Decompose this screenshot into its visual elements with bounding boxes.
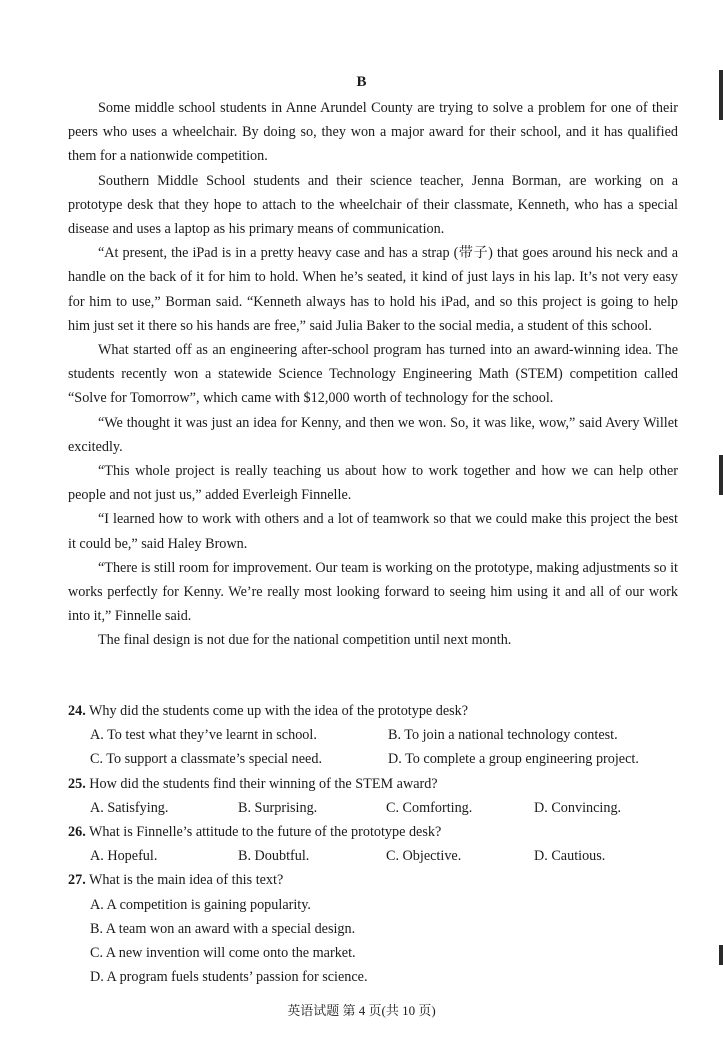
question-number: 24.	[68, 703, 86, 719]
passage-paragraph: “I learned how to work with others and a lot of teamwork so that we could make this project the best it could be,” said Haley Brown.	[68, 511, 678, 552]
answer-option: D. To complete a group engineering project.	[388, 751, 639, 768]
scan-edge-mark	[719, 945, 723, 965]
answer-option: A. Satisfying.	[90, 799, 169, 816]
answer-option: B. A team won an award with a special design.	[90, 920, 356, 937]
question-number: 26.	[68, 824, 86, 841]
passage-paragraph: The final design is not due for the national competition until next month.	[98, 632, 512, 649]
page-footer: 英语试题 第 4 页(共 10 页)	[287, 1003, 436, 1018]
section-label: B	[356, 74, 367, 90]
question-27	[68, 868, 688, 989]
question-number: 25.	[68, 775, 86, 792]
answer-option: A. To test what they’ve learnt in school.	[90, 727, 317, 744]
passage-paragraph: “At present, the iPad is in a pretty heavy case and has a strap (带子) that goes around his neck and a handle on the back of it for him to hold. When he’s seated, it kind of just lays in his lap. It’s not very easy for him to use,” Borman said. “Kenneth always has to hold his iPad, and so this project is going to help him just set it there so his hands are free,” said Julia Baker to the social media, a student of this school.	[68, 245, 678, 334]
question-text: Why did the students come up with the idea of the prototype desk?	[89, 703, 469, 719]
answer-option: B. Doubtful.	[238, 848, 310, 865]
passage-paragraph: “This whole project is really teaching us about how to work together and how we can help other people and not just us,” added Everleigh Finnelle.	[68, 463, 678, 504]
answer-option: C. A new invention will come onto the market.	[90, 945, 356, 962]
question-text: What is the main idea of this text?	[89, 872, 284, 889]
answer-option: C. To support a classmate’s special need.	[90, 751, 322, 768]
answer-option: A. A competition is gaining popularity.	[90, 896, 311, 913]
scan-edge-mark	[719, 70, 723, 120]
answer-option: D. A program fuels students’ passion for science.	[90, 969, 368, 986]
passage-paragraph: “We thought it was just an idea for Kenny, and then we won. So, it was like, wow,” said Avery Willet excitedly.	[68, 414, 678, 455]
passage-paragraph: Southern Middle School students and their science teacher, Jenna Borman, are working on a prototype desk that they hope to attach to the wheelchair of their classmate, Kenneth, who has a special disease and uses a laptop as his primary means of communication.	[68, 172, 678, 238]
answer-option: D. Convincing.	[534, 799, 622, 816]
passage-paragraph: Some middle school students in Anne Arundel County are trying to solve a problem for one of their peers who uses a wheelchair. By doing so, they won a major award for their school, and it has qualified them for a nationwide competition.	[68, 100, 678, 165]
reading-passage	[68, 96, 678, 653]
answer-option: A. Hopeful.	[90, 848, 158, 865]
question-25	[68, 772, 688, 820]
passage-paragraph: What started off as an engineering after-school program has turned into an award-winning idea. The students recently won a statewide Science Technology Engineering Math (STEM) competition called “Solve for Tomorrow”, which came with $12,000 worth of technology for the school.	[68, 342, 678, 407]
question-24	[68, 699, 688, 772]
answer-option: C. Objective.	[386, 848, 462, 865]
question-list	[68, 699, 688, 989]
answer-option: B. Surprising.	[238, 799, 318, 816]
question-number: 27.	[68, 872, 86, 889]
question-text: How did the students find their winning of the STEM award?	[89, 775, 438, 792]
question-text: What is Finnelle’s attitude to the future of the prototype desk?	[89, 824, 442, 841]
answer-option: D. Cautious.	[534, 848, 606, 865]
answer-option: C. Comforting.	[386, 799, 473, 816]
answer-option: B. To join a national technology contest.	[388, 727, 618, 744]
scan-edge-mark	[719, 455, 723, 495]
passage-paragraph: “There is still room for improvement. Our team is working on the prototype, making adjustments so it works perfectly for Kenny. We’re really most looking forward to seeing him using it and all of our work into it,” Finnelle said.	[68, 559, 678, 625]
question-26	[68, 820, 688, 868]
